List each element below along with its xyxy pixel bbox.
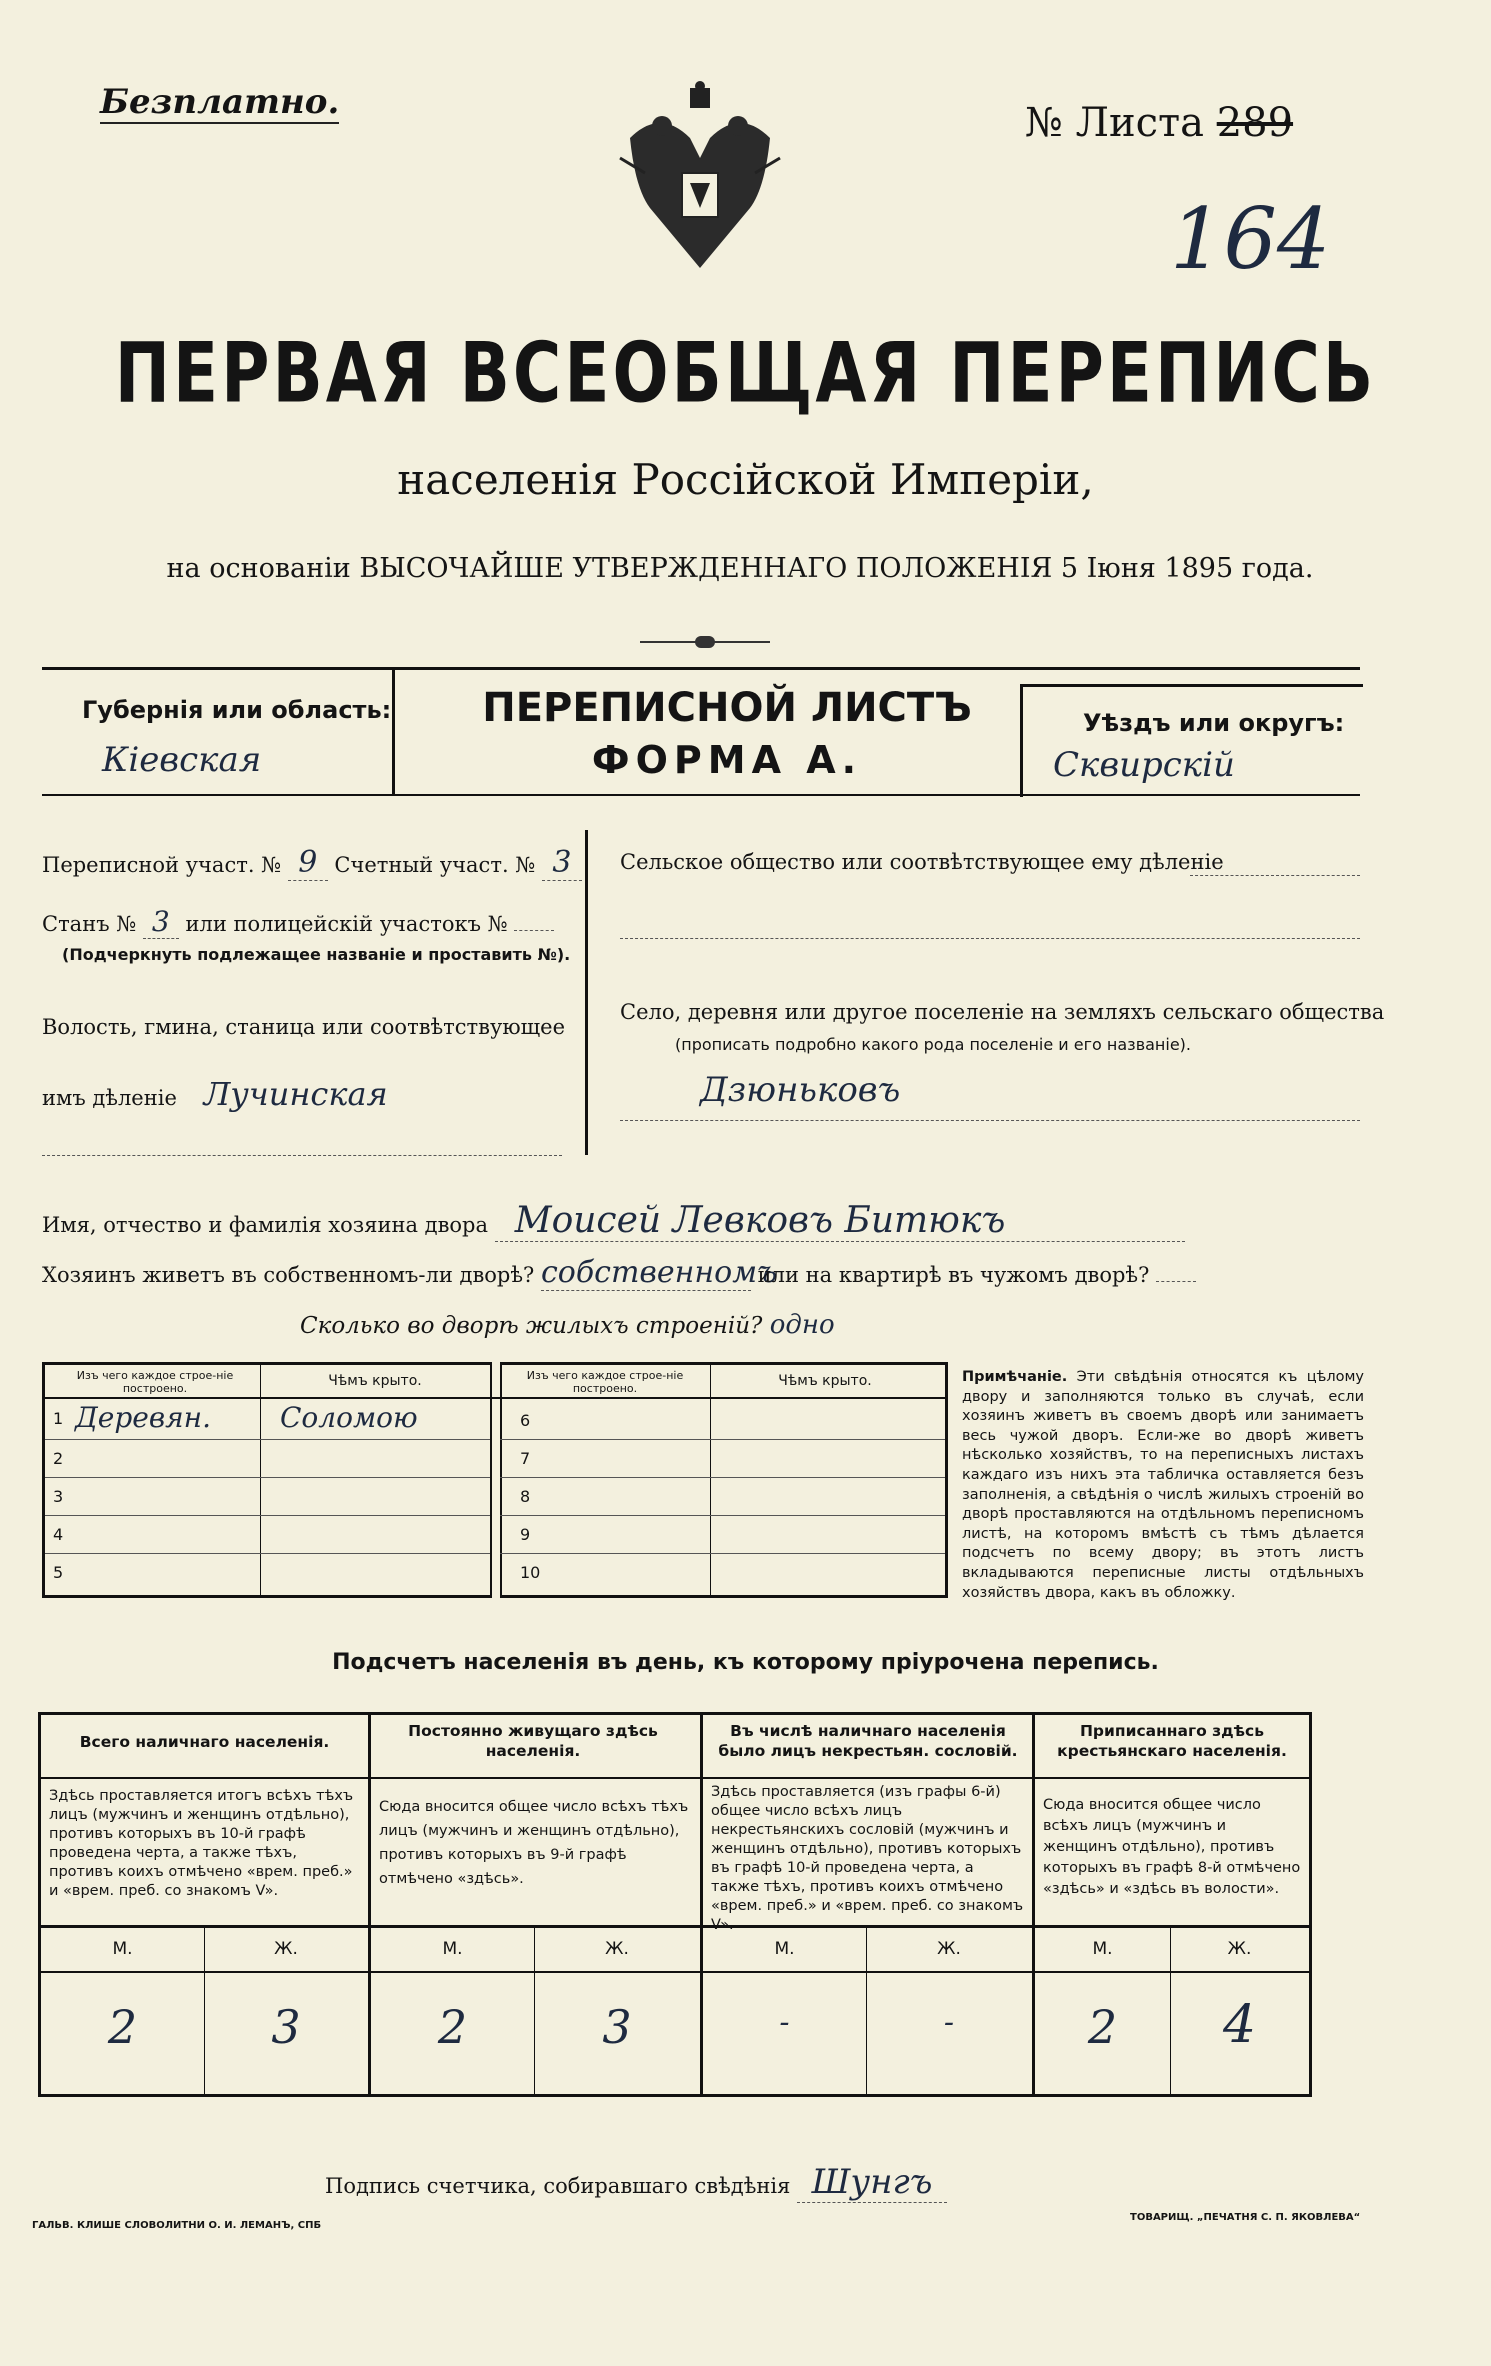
- building-row: [500, 1477, 945, 1516]
- volost-label: Волость, гмина, станица или соотвѣтствующее: [42, 1015, 566, 1039]
- building-material: Деревян.: [75, 1401, 212, 1434]
- roof-header-right: Чѣмъ крыто.: [778, 1373, 872, 1389]
- material-header-right: Изъ чего каждое строе-ніе построено.: [526, 1369, 684, 1395]
- tally-col-4-head: Приписаннаго здѣсь крестьянскаго населенія.: [1057, 1722, 1287, 1760]
- owner-name-label: Имя, отчество и фамилія хозяина двора: [42, 1213, 489, 1237]
- note-text: Эти свѣдѣнія относятся къ цѣлому двору и заполняются только въ случаѣ, если хозяинъ живетъ въ своемъ дворѣ или занимаетъ весь чужой дворъ. Если-же во дворѣ живетъ нѣсколько хозяйствъ, то на переписныхъ листахъ каждаго изъ нихъ эта табличка оставляется безъ заполненія, а свѣдѣнія о числѣ жилыхъ строеній во дворѣ проставляются на отдѣльномъ переписномъ листѣ, на которомъ вмѣстѣ съ тѣмъ дѣлается подсчетъ по всему двору; въ этотъ листъ вкладываются переписные листы отдѣльныхъ хозяйствъ двора, какъ въ обложку.: [962, 1369, 1364, 1601]
- form-title-box: [392, 670, 1062, 794]
- sheet-number-handwritten: 164: [1170, 190, 1331, 288]
- tally-m-label: М.: [774, 1939, 795, 1959]
- buildings-table: [42, 1362, 948, 1598]
- tally-col-4-female: 4: [1222, 1995, 1257, 2055]
- building-row-number: 1: [53, 1409, 64, 1428]
- building-row-number: 3: [53, 1487, 64, 1506]
- building-roof: Соломою: [280, 1401, 418, 1434]
- sheet-number-label: № Листа: [1025, 100, 1204, 146]
- building-row: [500, 1553, 945, 1591]
- tally-m-label: М.: [442, 1939, 463, 1959]
- district-box: [1020, 684, 1363, 797]
- owner-own-value: собственномъ: [540, 1255, 778, 1290]
- society-row: [620, 850, 1360, 874]
- stan-note: (Подчеркнуть подлежащее названіе и проставить №).: [62, 945, 571, 964]
- tally-col-3-head: Въ числѣ наличнаго населенія было лицъ некрестьян. сословій.: [718, 1722, 1018, 1760]
- owner-name-row: [42, 1200, 1362, 1242]
- building-row: [500, 1439, 945, 1478]
- tally-col-4-male: 2: [1087, 2000, 1118, 2054]
- volost-row: [42, 1075, 388, 1113]
- building-row-number: 9: [520, 1525, 531, 1544]
- village-value: Дзюньковъ: [700, 1070, 901, 1110]
- tally-col-2-head: Постоянно живущаго здѣсь населенія.: [408, 1722, 658, 1760]
- village-label: Село, деревня или другое поселеніе на земляхъ сельскаго общества: [620, 1000, 1385, 1024]
- subtitle: населенія Россійской Имперіи,: [397, 455, 1094, 504]
- stan-value: 3: [143, 905, 179, 939]
- sheet-number-struck: 289: [1216, 100, 1294, 146]
- printer-right: ТОВАРИЩ. „ПЕЧАТНЯ С. П. ЯКОВЛЕВА“: [1130, 2212, 1361, 2223]
- district-value: Сквирскій: [1053, 745, 1235, 785]
- tally-m-label: М.: [112, 1939, 133, 1959]
- building-row-number: 7: [520, 1449, 531, 1468]
- building-row: [45, 1439, 490, 1478]
- building-row: [500, 1515, 945, 1554]
- buildings-count-label: Сколько во дворѣ жилыхъ строеній?: [300, 1313, 763, 1339]
- signature-label: Подпись счетчика, собиравшаго свѣдѣнія: [325, 2174, 791, 2198]
- building-row-number: 10: [520, 1563, 541, 1582]
- census-area-row: [42, 845, 582, 881]
- tally-col-4-desc: Сюда вносится общее число всѣхъ лицъ (мужчинъ и женщинъ отдѣльно), противъ которыхъ въ графѣ 8-й отмѣчено «здѣсь» и «здѣсь въ волости».: [1043, 1797, 1301, 1897]
- tally-table: [38, 1712, 1312, 2097]
- roof-header-left: Чѣмъ крыто.: [328, 1373, 422, 1389]
- tally-m-label: М.: [1092, 1939, 1113, 1959]
- tally-f-label: Ж.: [605, 1939, 629, 1959]
- signature-row: [325, 2162, 947, 2203]
- signature-value: Шунгъ: [797, 2162, 947, 2203]
- building-row-number: 5: [53, 1563, 64, 1582]
- owner-own-label: Хозяинъ живетъ въ собственномъ-ли дворѣ?: [42, 1263, 535, 1287]
- tally-col-2-male: 2: [437, 2000, 468, 2054]
- form-label: ФОРМА А.: [591, 738, 863, 782]
- buildings-count-row: [300, 1310, 835, 1340]
- tally-col-2-female: 3: [602, 2000, 632, 2054]
- owner-rent-label: или на квартирѣ въ чужомъ дворѣ?: [757, 1263, 1150, 1287]
- printer-left: ГАЛЬВ. КЛИШЕ СЛОВОЛИТНИ О. И. ЛЕМАНЪ, СПБ: [32, 2220, 322, 2231]
- building-row-number: 6: [520, 1411, 531, 1430]
- tally-title: Подсчетъ населенія въ день, къ которому пріурочена перепись.: [332, 1650, 1159, 1675]
- owner-dwelling-row: [42, 1255, 1362, 1291]
- tally-col-3-desc: Здѣсь проставляется (изъ графы 6-й) общее число всѣхъ лицъ некрестьянскихъ сословій (мужчинъ и женщинъ отдѣльно), противъ которыхъ въ графѣ 10-й проведена черта, а также тѣхъ, противъ коихъ отмѣчено «врем. преб.» и «врем. преб. со знакомъ V».: [711, 1784, 1024, 1933]
- society-label: Сельское общество или соотвѣтствующее ему дѣленіе: [620, 850, 1224, 874]
- buildings-count-value: одно: [769, 1310, 835, 1340]
- building-row-number: 2: [53, 1449, 64, 1468]
- province-label: Губернія или область:: [82, 696, 392, 724]
- note-title: Примѣчаніе.: [962, 1369, 1068, 1385]
- form-header-row: [42, 667, 1360, 796]
- building-row-number: 4: [53, 1525, 64, 1544]
- census-area-label: Переписной участ. №: [42, 853, 282, 877]
- count-area-label: Счетный участ. №: [334, 853, 536, 877]
- count-area-value: 3: [542, 845, 582, 881]
- tally-col-1-female: 3: [271, 2000, 301, 2054]
- legal-basis: на основаніи ВЫСОЧАЙШЕ УТВЕРЖДЕННАГО ПОЛОЖЕНІЯ 5 Іюня 1895 года.: [166, 553, 1314, 584]
- tally-col-1-male: 2: [107, 2000, 138, 2054]
- sheet-title: ПЕРЕПИСНОЙ ЛИСТЪ: [482, 685, 972, 731]
- imperial-eagle-emblem: [600, 78, 800, 278]
- building-row-number: 8: [520, 1487, 531, 1506]
- building-row: [45, 1515, 490, 1554]
- village-note: (прописать подробно какого рода поселеніе и его названіе).: [675, 1035, 1191, 1054]
- tally-f-label: Ж.: [274, 1939, 298, 1959]
- stan-row: [42, 905, 554, 939]
- building-row: [500, 1401, 945, 1440]
- main-title: ПЕРВАЯ ВСЕОБЩАЯ ПЕРЕПИСЬ: [114, 325, 1377, 422]
- sheet-number: [1025, 100, 1293, 146]
- building-row: [45, 1401, 490, 1440]
- tally-col-3-female: -: [943, 2005, 955, 2040]
- volost-label-2: имъ дѣленіе: [42, 1086, 177, 1110]
- tally-col-1-head: Всего наличнаго населенія.: [79, 1733, 330, 1751]
- free-label: Безплатно.: [100, 82, 340, 122]
- tally-col-2-desc: Сюда вносится общее число всѣхъ тѣхъ лицъ (мужчинъ и женщинъ отдѣльно), противъ которыхъ въ 9-й графѣ отмѣчено «здѣсь».: [379, 1799, 689, 1887]
- province-value: Кіевская: [102, 740, 262, 780]
- census-area-value: 9: [288, 845, 328, 881]
- police-label: или полицейскій участокъ №: [185, 912, 508, 936]
- vertical-divider: [585, 830, 588, 1155]
- tally-f-label: Ж.: [1227, 1939, 1252, 1959]
- material-header-left: Изъ чего каждое строе-ніе построено.: [76, 1369, 234, 1395]
- ornament-divider: [640, 636, 770, 648]
- tally-col-3-male: -: [779, 2005, 790, 2040]
- tally-col-1-desc: Здѣсь проставляется итогъ всѣхъ тѣхъ лицъ (мужчинъ и женщинъ отдѣльно), противъ которыхъ въ 10-й графѣ проведена черта, а также тѣхъ, противъ коихъ отмѣчено «врем. преб.» и «врем. преб. со знакомъ V».: [49, 1788, 354, 1899]
- province-box: [42, 670, 395, 794]
- building-row: [45, 1553, 490, 1591]
- stan-label: Станъ №: [42, 912, 137, 936]
- tally-f-label: Ж.: [937, 1939, 961, 1959]
- building-row: [45, 1477, 490, 1516]
- owner-name-value: Моисей Левковъ Битюкъ: [495, 1200, 1185, 1242]
- district-label: Уѣздъ или округъ:: [1083, 709, 1345, 737]
- note-block: [962, 1368, 1364, 1603]
- volost-value: Лучинская: [203, 1075, 388, 1113]
